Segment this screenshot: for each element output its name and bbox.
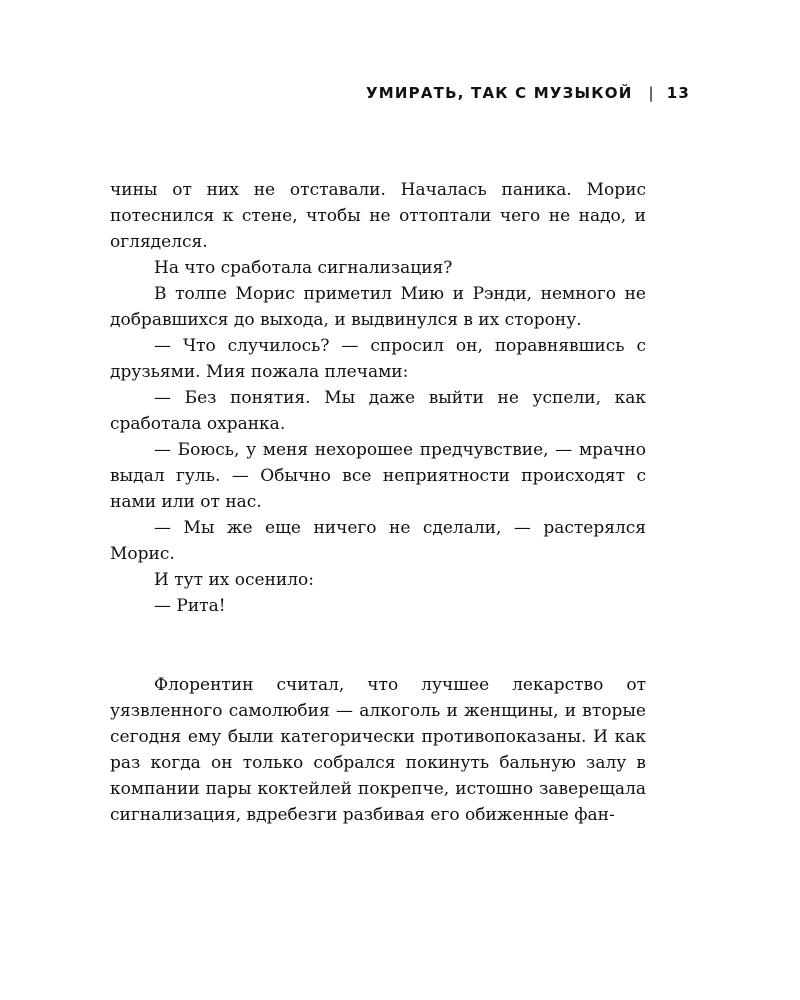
paragraph: На что сработала сигнализация? xyxy=(154,258,453,278)
paragraph: — Что случилось? — спросил он, поравнявшись с друзьями. Мия пожала плечами: xyxy=(110,336,646,382)
paragraph: — Без понятия. Мы даже выйти не успели, как сработала охранка. xyxy=(110,388,646,434)
paragraph-continuation: чины от них не отставали. Началась паника. Морис потеснился к стене, чтобы не оттоптали чего не надо, и огляделся. xyxy=(110,180,646,252)
paragraph: И тут их осенило: xyxy=(154,570,315,590)
paragraph: — Боюсь, у меня нехорошее предчувствие, — мрачно выдал гуль. — Обычно все неприятности происходят с нами или от нас. xyxy=(110,440,646,512)
running-head xyxy=(366,84,690,102)
page-number: 13 xyxy=(666,84,690,102)
text-section-1 xyxy=(110,177,646,619)
paragraph: Флорентин считал, что лучшее лекарство от уязвленного самолюбия — алкоголь и женщины, и вторые сегодня ему были категорически противопоказаны. И как раз когда он только собрался покинуть бальную залу в компании пары коктейлей покрепче, истошно заверещала сигнализация, вдребезги разбивая его обиженные фан- xyxy=(110,675,646,825)
book-title: УМИРАТЬ, ТАК С МУЗЫКОЙ xyxy=(366,84,633,102)
paragraph: — Мы же еще ничего не сделали, — растерялся Морис. xyxy=(110,518,646,564)
paragraph: В толпе Морис приметил Мию и Рэнди, немного не добравшихся до выхода, и выдвинулся в их сторону. xyxy=(110,284,646,330)
header-separator: | xyxy=(648,84,655,102)
paragraph: — Рита! xyxy=(154,596,226,616)
text-section-2 xyxy=(110,672,646,828)
